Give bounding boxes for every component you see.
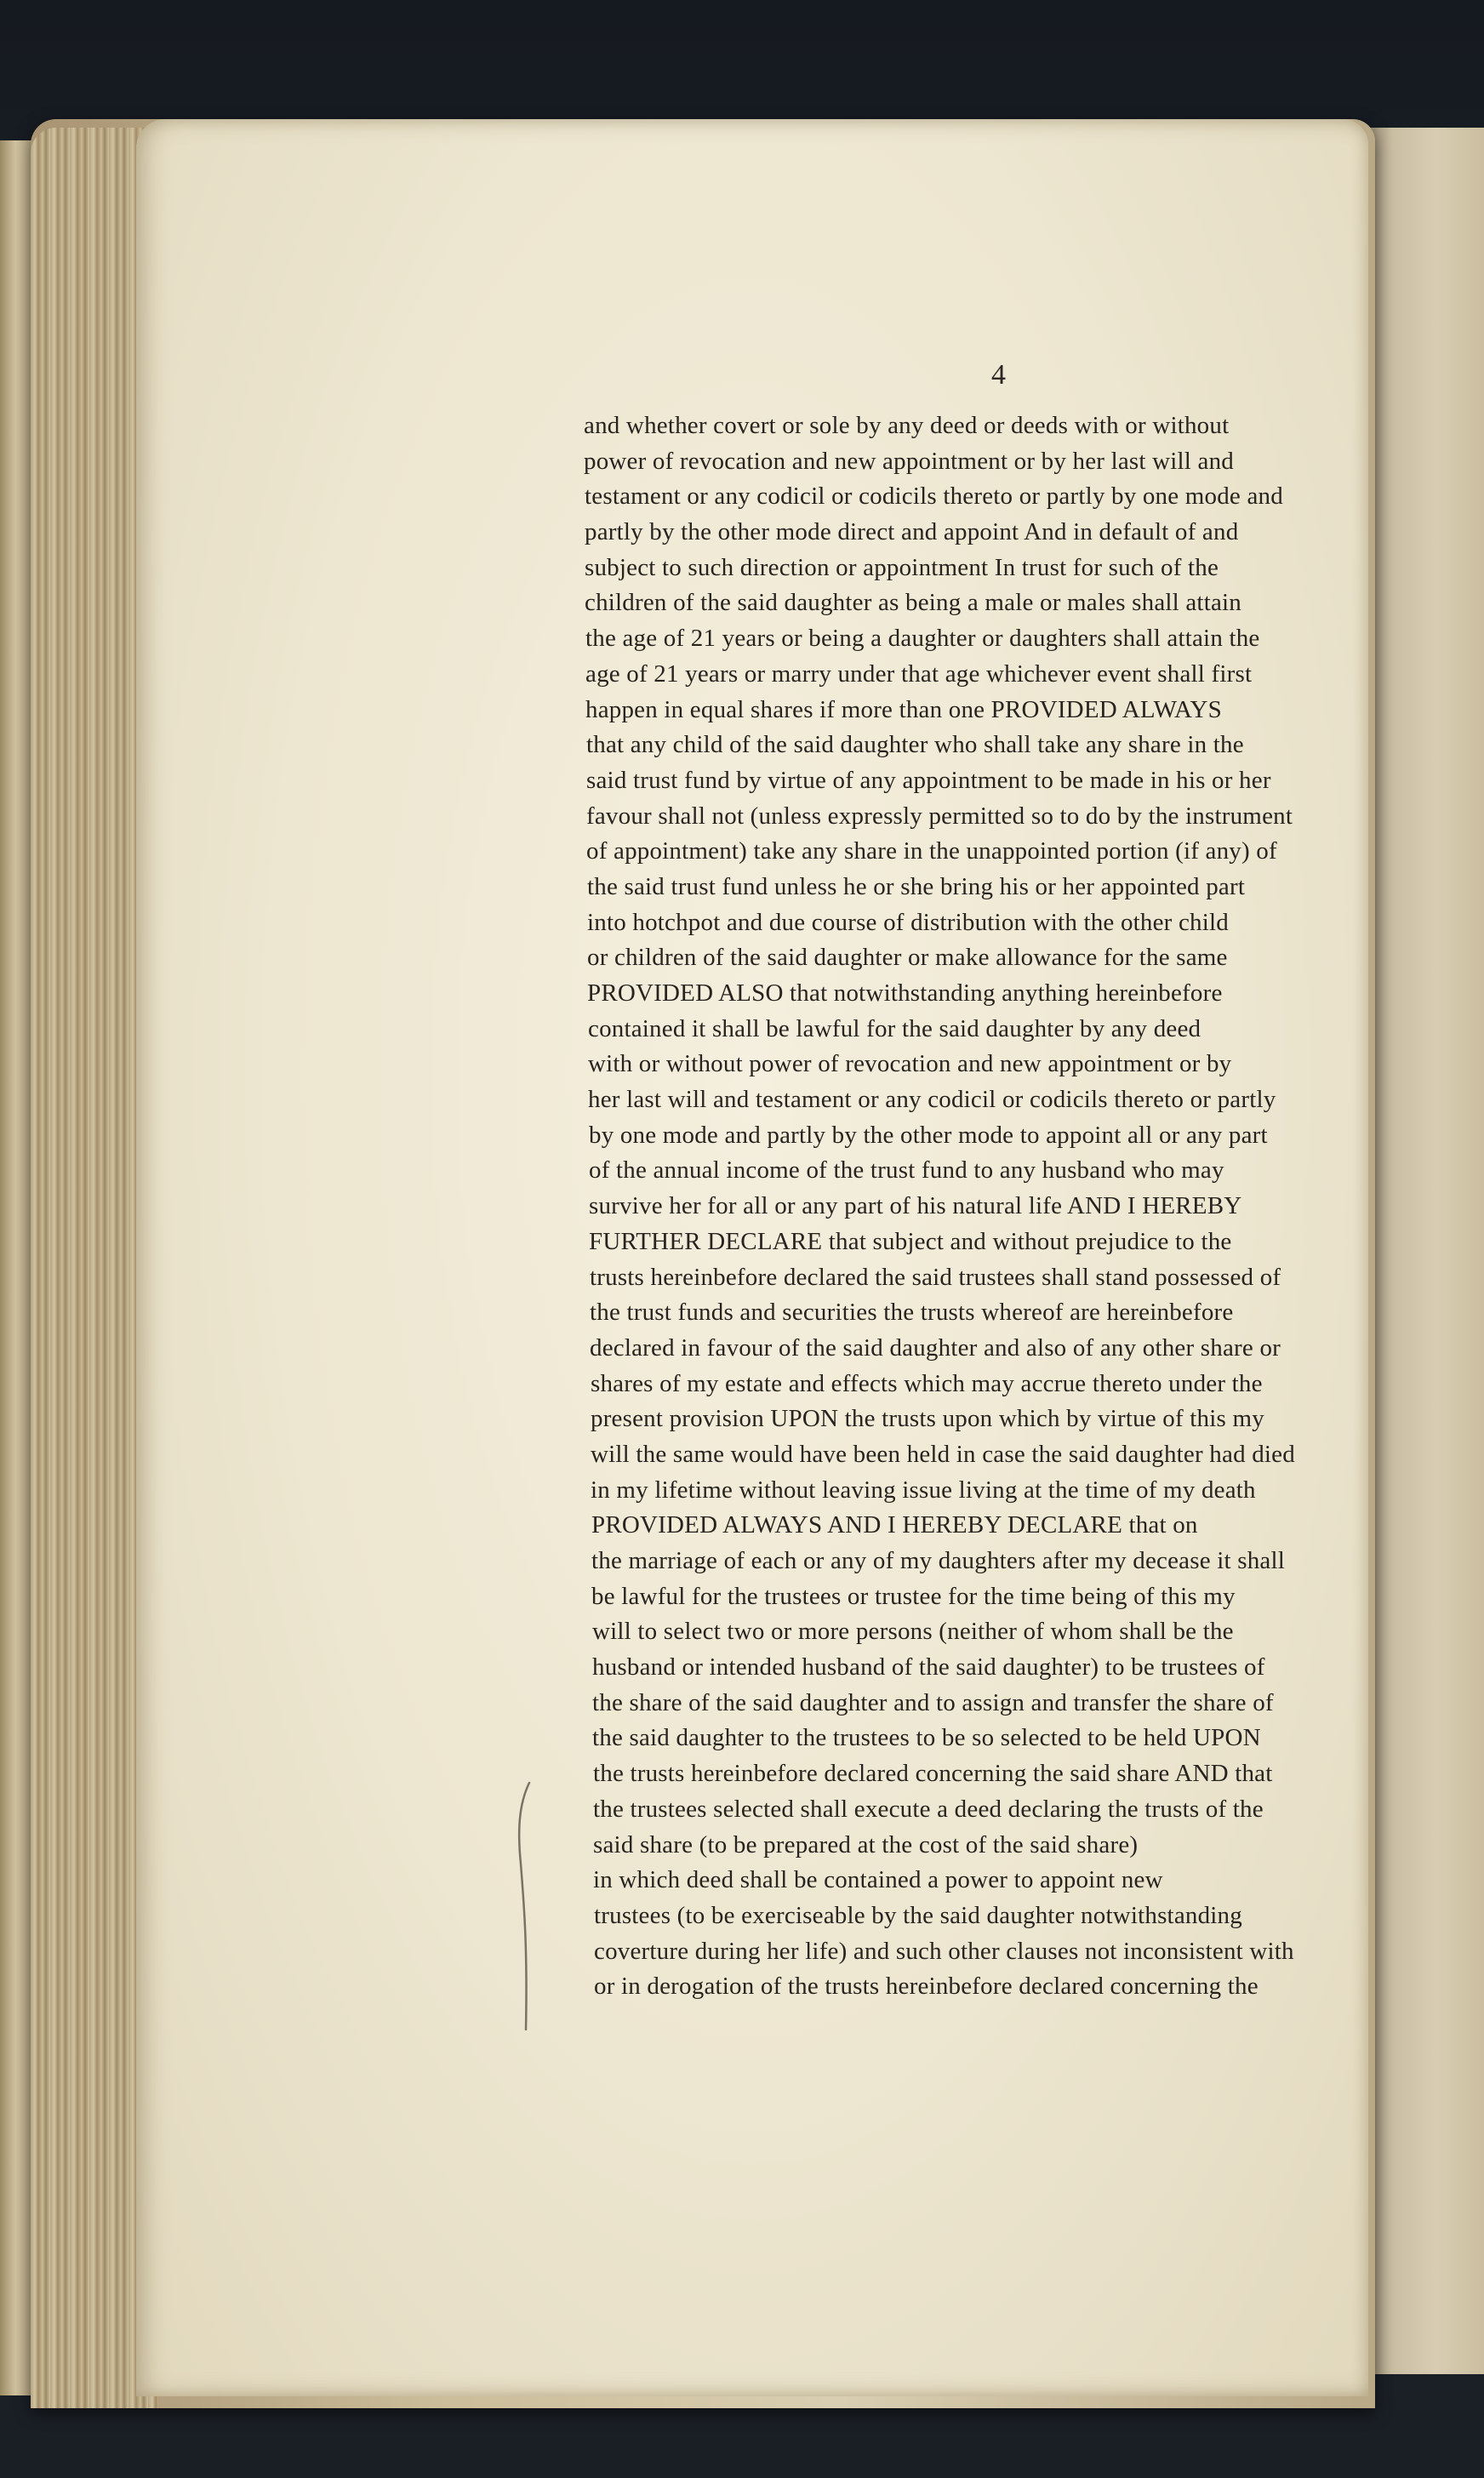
text-line: of the annual income of the trust fund to any husband who may — [589, 1156, 1224, 1185]
text-line: will the same would have been held in case the said daughter had died — [591, 1440, 1295, 1468]
text-line: favour shall not (unless expressly permitted so to do by the instrument — [586, 802, 1293, 830]
text-line: testament or any codicil or codicils thereto or partly by one mode and — [585, 482, 1283, 511]
text-line: the trusts hereinbefore declared concerning the said share AND that — [593, 1760, 1273, 1788]
text-line: with or without power of revocation and new appointment or by — [588, 1050, 1232, 1078]
text-line: FURTHER DECLARE that subject and without prejudice to the — [589, 1227, 1232, 1255]
text-line: declared in favour of the said daughter and also of any other share or — [590, 1333, 1281, 1362]
text-line: and whether covert or sole by any deed or deeds with or without — [584, 412, 1230, 439]
text-line: age of 21 years or marry under that age whichever event shall first — [585, 659, 1253, 688]
text-line: husband or intended husband of the said daughter) to be trustees of — [592, 1653, 1265, 1682]
text-line: or children of the said daughter or make allowance for the same — [587, 944, 1228, 972]
text-line: shares of my estate and effects which may accrue thereto under the — [591, 1369, 1263, 1397]
text-line: PROVIDED ALSO that notwithstanding anything hereinbefore — [587, 979, 1223, 1007]
text-lines — [584, 408, 1377, 2005]
text-body — [584, 408, 1377, 2025]
text-line: said trust fund by virtue of any appointment to be made in his or her — [586, 766, 1271, 794]
text-line: the trust funds and securities the trusts whereof are hereinbefore — [590, 1299, 1234, 1327]
text-line: be lawful for the trustees or trustee for the time being of this my — [591, 1582, 1236, 1610]
text-line: in which deed shall be contained a power to appoint new — [593, 1866, 1163, 1894]
text-line: her last will and testament or any codicil or codicils thereto or partly — [588, 1086, 1276, 1114]
text-line: into hotchpot and due course of distribution with the other child — [587, 908, 1229, 936]
book-cover-edge — [0, 140, 34, 2395]
text-line: power of revocation and new appointment or by her last will and — [584, 447, 1234, 475]
text-line: the said daughter to the trustees to be so selected to be held UPON — [592, 1724, 1261, 1752]
text-line: of appointment) take any share in the unappointed portion (if any) of — [586, 837, 1277, 865]
text-line: the marriage of each or any of my daughters after my decease it shall — [591, 1547, 1285, 1574]
pencil-mark — [512, 1779, 538, 2034]
text-line: present provision UPON the trusts upon which by virtue of this my — [591, 1405, 1264, 1433]
text-line: coverture during her life) and such other clauses not inconsistent with — [594, 1937, 1294, 1965]
text-line: in my lifetime without leaving issue living at the time of my death — [591, 1476, 1256, 1504]
text-line: the share of the said daughter and to assign and transfer the share of — [592, 1688, 1274, 1716]
text-line: happen in equal shares if more than one PROVIDED ALWAYS — [585, 695, 1222, 723]
text-line: by one mode and partly by the other mode to appoint all or any part — [589, 1121, 1268, 1149]
text-line: subject to such direction or appointment In trust for such of the — [585, 553, 1219, 581]
text-line: will to select two or more persons (neither of whom shall be the — [592, 1618, 1234, 1646]
text-line: PROVIDED ALWAYS AND I HEREBY DECLARE that on — [591, 1511, 1198, 1539]
text-line: contained it shall be lawful for the said daughter by any deed — [588, 1014, 1201, 1042]
facing-page-edge — [1361, 128, 1484, 2374]
text-line: said share (to be prepared at the cost of the said share) — [593, 1830, 1139, 1858]
text-line: the said trust fund unless he or she bring his or her appointed part — [587, 872, 1246, 900]
text-line: trustees (to be exerciseable by the said daughter notwithstanding — [594, 1901, 1242, 1929]
text-line: the trustees selected shall execute a deed declaring the trusts of the — [593, 1795, 1264, 1823]
page-number: 4 — [991, 359, 1006, 391]
text-line: partly by the other mode direct and appoint And in default of and — [585, 518, 1239, 546]
text-line: survive her for all or any part of his natural life AND I HEREBY — [589, 1192, 1242, 1220]
text-line: the age of 21 years or being a daughter or daughters shall attain the — [585, 625, 1260, 653]
text-line: or in derogation of the trusts hereinbefore declared concerning the — [594, 1973, 1259, 2001]
text-line: that any child of the said daughter who shall take any share in the — [586, 731, 1244, 759]
text-line: trusts hereinbefore declared the said trustees shall stand possessed of — [590, 1263, 1281, 1291]
text-line: children of the said daughter as being a male or males shall attain — [585, 589, 1241, 617]
